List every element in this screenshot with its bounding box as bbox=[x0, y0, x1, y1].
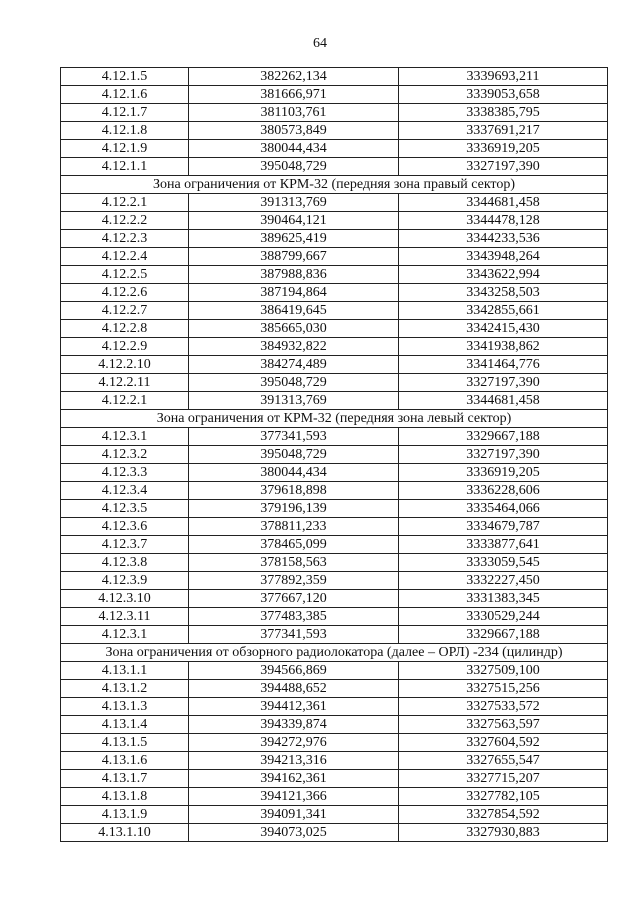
table-row bbox=[61, 590, 608, 608]
point-number-cell: 4.12.3.7 bbox=[61, 536, 189, 554]
x-coordinate-cell: 389625,419 bbox=[189, 230, 399, 248]
table-row bbox=[61, 608, 608, 626]
point-number-cell: 4.13.1.5 bbox=[61, 734, 189, 752]
point-number-cell: 4.12.3.5 bbox=[61, 500, 189, 518]
y-coordinate-cell: 3330529,244 bbox=[399, 608, 608, 626]
x-coordinate-cell: 381103,761 bbox=[189, 104, 399, 122]
table-row bbox=[61, 446, 608, 464]
table-row bbox=[61, 500, 608, 518]
coordinates-table bbox=[60, 67, 608, 842]
table-row bbox=[61, 230, 608, 248]
point-number-cell: 4.13.1.6 bbox=[61, 752, 189, 770]
y-coordinate-cell: 3327563,597 bbox=[399, 716, 608, 734]
y-coordinate-cell: 3333877,641 bbox=[399, 536, 608, 554]
table-row bbox=[61, 392, 608, 410]
y-coordinate-cell: 3336919,205 bbox=[399, 140, 608, 158]
y-coordinate-cell: 3327854,592 bbox=[399, 806, 608, 824]
y-coordinate-cell: 3329667,188 bbox=[399, 626, 608, 644]
x-coordinate-cell: 395048,729 bbox=[189, 158, 399, 176]
x-coordinate-cell: 377483,385 bbox=[189, 608, 399, 626]
y-coordinate-cell: 3327930,883 bbox=[399, 824, 608, 842]
table-row bbox=[61, 194, 608, 212]
y-coordinate-cell: 3327509,100 bbox=[399, 662, 608, 680]
y-coordinate-cell: 3342855,661 bbox=[399, 302, 608, 320]
table-row bbox=[61, 680, 608, 698]
x-coordinate-cell: 394339,874 bbox=[189, 716, 399, 734]
point-number-cell: 4.12.2.6 bbox=[61, 284, 189, 302]
x-coordinate-cell: 387194,864 bbox=[189, 284, 399, 302]
x-coordinate-cell: 377667,120 bbox=[189, 590, 399, 608]
table-row bbox=[61, 428, 608, 446]
y-coordinate-cell: 3327715,207 bbox=[399, 770, 608, 788]
table-row bbox=[61, 158, 608, 176]
y-coordinate-cell: 3327782,105 bbox=[399, 788, 608, 806]
y-coordinate-cell: 3327197,390 bbox=[399, 446, 608, 464]
point-number-cell: 4.12.3.3 bbox=[61, 464, 189, 482]
x-coordinate-cell: 380044,434 bbox=[189, 464, 399, 482]
table-row bbox=[61, 482, 608, 500]
x-coordinate-cell: 394162,361 bbox=[189, 770, 399, 788]
point-number-cell: 4.12.1.7 bbox=[61, 104, 189, 122]
x-coordinate-cell: 390464,121 bbox=[189, 212, 399, 230]
table-row bbox=[61, 626, 608, 644]
y-coordinate-cell: 3343948,264 bbox=[399, 248, 608, 266]
x-coordinate-cell: 380044,434 bbox=[189, 140, 399, 158]
point-number-cell: 4.12.2.10 bbox=[61, 356, 189, 374]
section-title-row bbox=[61, 644, 608, 662]
table-row bbox=[61, 734, 608, 752]
x-coordinate-cell: 384274,489 bbox=[189, 356, 399, 374]
table-row bbox=[61, 554, 608, 572]
y-coordinate-cell: 3329667,188 bbox=[399, 428, 608, 446]
point-number-cell: 4.12.1.1 bbox=[61, 158, 189, 176]
y-coordinate-cell: 3327533,572 bbox=[399, 698, 608, 716]
x-coordinate-cell: 394073,025 bbox=[189, 824, 399, 842]
y-coordinate-cell: 3338385,795 bbox=[399, 104, 608, 122]
table-row bbox=[61, 698, 608, 716]
point-number-cell: 4.12.2.8 bbox=[61, 320, 189, 338]
y-coordinate-cell: 3343258,503 bbox=[399, 284, 608, 302]
y-coordinate-cell: 3341938,862 bbox=[399, 338, 608, 356]
point-number-cell: 4.12.3.2 bbox=[61, 446, 189, 464]
x-coordinate-cell: 378158,563 bbox=[189, 554, 399, 572]
table-row bbox=[61, 806, 608, 824]
point-number-cell: 4.12.1.9 bbox=[61, 140, 189, 158]
x-coordinate-cell: 377341,593 bbox=[189, 626, 399, 644]
x-coordinate-cell: 385665,030 bbox=[189, 320, 399, 338]
table-row bbox=[61, 104, 608, 122]
point-number-cell: 4.13.1.10 bbox=[61, 824, 189, 842]
x-coordinate-cell: 380573,849 bbox=[189, 122, 399, 140]
x-coordinate-cell: 394091,341 bbox=[189, 806, 399, 824]
point-number-cell: 4.12.2.2 bbox=[61, 212, 189, 230]
table-row bbox=[61, 140, 608, 158]
point-number-cell: 4.12.1.6 bbox=[61, 86, 189, 104]
point-number-cell: 4.12.2.5 bbox=[61, 266, 189, 284]
y-coordinate-cell: 3327515,256 bbox=[399, 680, 608, 698]
y-coordinate-cell: 3341464,776 bbox=[399, 356, 608, 374]
table-row bbox=[61, 248, 608, 266]
x-coordinate-cell: 379196,139 bbox=[189, 500, 399, 518]
y-coordinate-cell: 3339053,658 bbox=[399, 86, 608, 104]
coordinates-table-body bbox=[61, 68, 608, 842]
table-row bbox=[61, 788, 608, 806]
table-row bbox=[61, 464, 608, 482]
y-coordinate-cell: 3332227,450 bbox=[399, 572, 608, 590]
x-coordinate-cell: 382262,134 bbox=[189, 68, 399, 86]
y-coordinate-cell: 3336228,606 bbox=[399, 482, 608, 500]
point-number-cell: 4.12.3.6 bbox=[61, 518, 189, 536]
y-coordinate-cell: 3327604,592 bbox=[399, 734, 608, 752]
table-row bbox=[61, 86, 608, 104]
point-number-cell: 4.13.1.3 bbox=[61, 698, 189, 716]
x-coordinate-cell: 394272,976 bbox=[189, 734, 399, 752]
x-coordinate-cell: 386419,645 bbox=[189, 302, 399, 320]
point-number-cell: 4.12.3.4 bbox=[61, 482, 189, 500]
point-number-cell: 4.13.1.9 bbox=[61, 806, 189, 824]
x-coordinate-cell: 394213,316 bbox=[189, 752, 399, 770]
table-row bbox=[61, 284, 608, 302]
y-coordinate-cell: 3344681,458 bbox=[399, 392, 608, 410]
point-number-cell: 4.12.1.5 bbox=[61, 68, 189, 86]
point-number-cell: 4.13.1.2 bbox=[61, 680, 189, 698]
x-coordinate-cell: 387988,836 bbox=[189, 266, 399, 284]
x-coordinate-cell: 378811,233 bbox=[189, 518, 399, 536]
point-number-cell: 4.12.2.7 bbox=[61, 302, 189, 320]
y-coordinate-cell: 3327197,390 bbox=[399, 158, 608, 176]
x-coordinate-cell: 379618,898 bbox=[189, 482, 399, 500]
x-coordinate-cell: 384932,822 bbox=[189, 338, 399, 356]
x-coordinate-cell: 395048,729 bbox=[189, 446, 399, 464]
x-coordinate-cell: 394412,361 bbox=[189, 698, 399, 716]
section-title: Зона ограничения от КРМ-32 (передняя зона правый сектор) bbox=[61, 176, 608, 194]
table-row bbox=[61, 356, 608, 374]
y-coordinate-cell: 3339693,211 bbox=[399, 68, 608, 86]
point-number-cell: 4.12.3.1 bbox=[61, 428, 189, 446]
table-row bbox=[61, 752, 608, 770]
x-coordinate-cell: 388799,667 bbox=[189, 248, 399, 266]
x-coordinate-cell: 394488,652 bbox=[189, 680, 399, 698]
y-coordinate-cell: 3344681,458 bbox=[399, 194, 608, 212]
table-row bbox=[61, 770, 608, 788]
y-coordinate-cell: 3334679,787 bbox=[399, 518, 608, 536]
point-number-cell: 4.12.3.10 bbox=[61, 590, 189, 608]
table-row bbox=[61, 338, 608, 356]
table-row bbox=[61, 266, 608, 284]
section-title-row bbox=[61, 176, 608, 194]
table-row bbox=[61, 536, 608, 554]
table-row bbox=[61, 122, 608, 140]
y-coordinate-cell: 3335464,066 bbox=[399, 500, 608, 518]
point-number-cell: 4.12.2.1 bbox=[61, 392, 189, 410]
table-row bbox=[61, 68, 608, 86]
table-row bbox=[61, 518, 608, 536]
x-coordinate-cell: 394121,366 bbox=[189, 788, 399, 806]
point-number-cell: 4.12.3.8 bbox=[61, 554, 189, 572]
y-coordinate-cell: 3331383,345 bbox=[399, 590, 608, 608]
table-row bbox=[61, 320, 608, 338]
y-coordinate-cell: 3342415,430 bbox=[399, 320, 608, 338]
point-number-cell: 4.13.1.1 bbox=[61, 662, 189, 680]
page-number: 64 bbox=[313, 36, 327, 51]
point-number-cell: 4.12.3.1 bbox=[61, 626, 189, 644]
y-coordinate-cell: 3337691,217 bbox=[399, 122, 608, 140]
table-row bbox=[61, 662, 608, 680]
point-number-cell: 4.12.1.8 bbox=[61, 122, 189, 140]
x-coordinate-cell: 377892,359 bbox=[189, 572, 399, 590]
point-number-cell: 4.13.1.4 bbox=[61, 716, 189, 734]
point-number-cell: 4.12.2.9 bbox=[61, 338, 189, 356]
y-coordinate-cell: 3343622,994 bbox=[399, 266, 608, 284]
table-row bbox=[61, 716, 608, 734]
point-number-cell: 4.12.2.1 bbox=[61, 194, 189, 212]
x-coordinate-cell: 381666,971 bbox=[189, 86, 399, 104]
point-number-cell: 4.13.1.8 bbox=[61, 788, 189, 806]
y-coordinate-cell: 3333059,545 bbox=[399, 554, 608, 572]
x-coordinate-cell: 378465,099 bbox=[189, 536, 399, 554]
x-coordinate-cell: 391313,769 bbox=[189, 194, 399, 212]
point-number-cell: 4.12.3.11 bbox=[61, 608, 189, 626]
point-number-cell: 4.12.3.9 bbox=[61, 572, 189, 590]
y-coordinate-cell: 3344478,128 bbox=[399, 212, 608, 230]
table-row bbox=[61, 572, 608, 590]
table-row bbox=[61, 302, 608, 320]
x-coordinate-cell: 391313,769 bbox=[189, 392, 399, 410]
table-row bbox=[61, 212, 608, 230]
point-number-cell: 4.12.2.11 bbox=[61, 374, 189, 392]
point-number-cell: 4.13.1.7 bbox=[61, 770, 189, 788]
y-coordinate-cell: 3327197,390 bbox=[399, 374, 608, 392]
table-row bbox=[61, 824, 608, 842]
y-coordinate-cell: 3336919,205 bbox=[399, 464, 608, 482]
section-title-row bbox=[61, 410, 608, 428]
table-row bbox=[61, 374, 608, 392]
y-coordinate-cell: 3344233,536 bbox=[399, 230, 608, 248]
y-coordinate-cell: 3327655,547 bbox=[399, 752, 608, 770]
x-coordinate-cell: 395048,729 bbox=[189, 374, 399, 392]
section-title: Зона ограничения от обзорного радиолокатора (далее – ОРЛ) -234 (цилиндр) bbox=[61, 644, 608, 662]
x-coordinate-cell: 394566,869 bbox=[189, 662, 399, 680]
point-number-cell: 4.12.2.4 bbox=[61, 248, 189, 266]
point-number-cell: 4.12.2.3 bbox=[61, 230, 189, 248]
x-coordinate-cell: 377341,593 bbox=[189, 428, 399, 446]
section-title: Зона ограничения от КРМ-32 (передняя зона левый сектор) bbox=[61, 410, 608, 428]
